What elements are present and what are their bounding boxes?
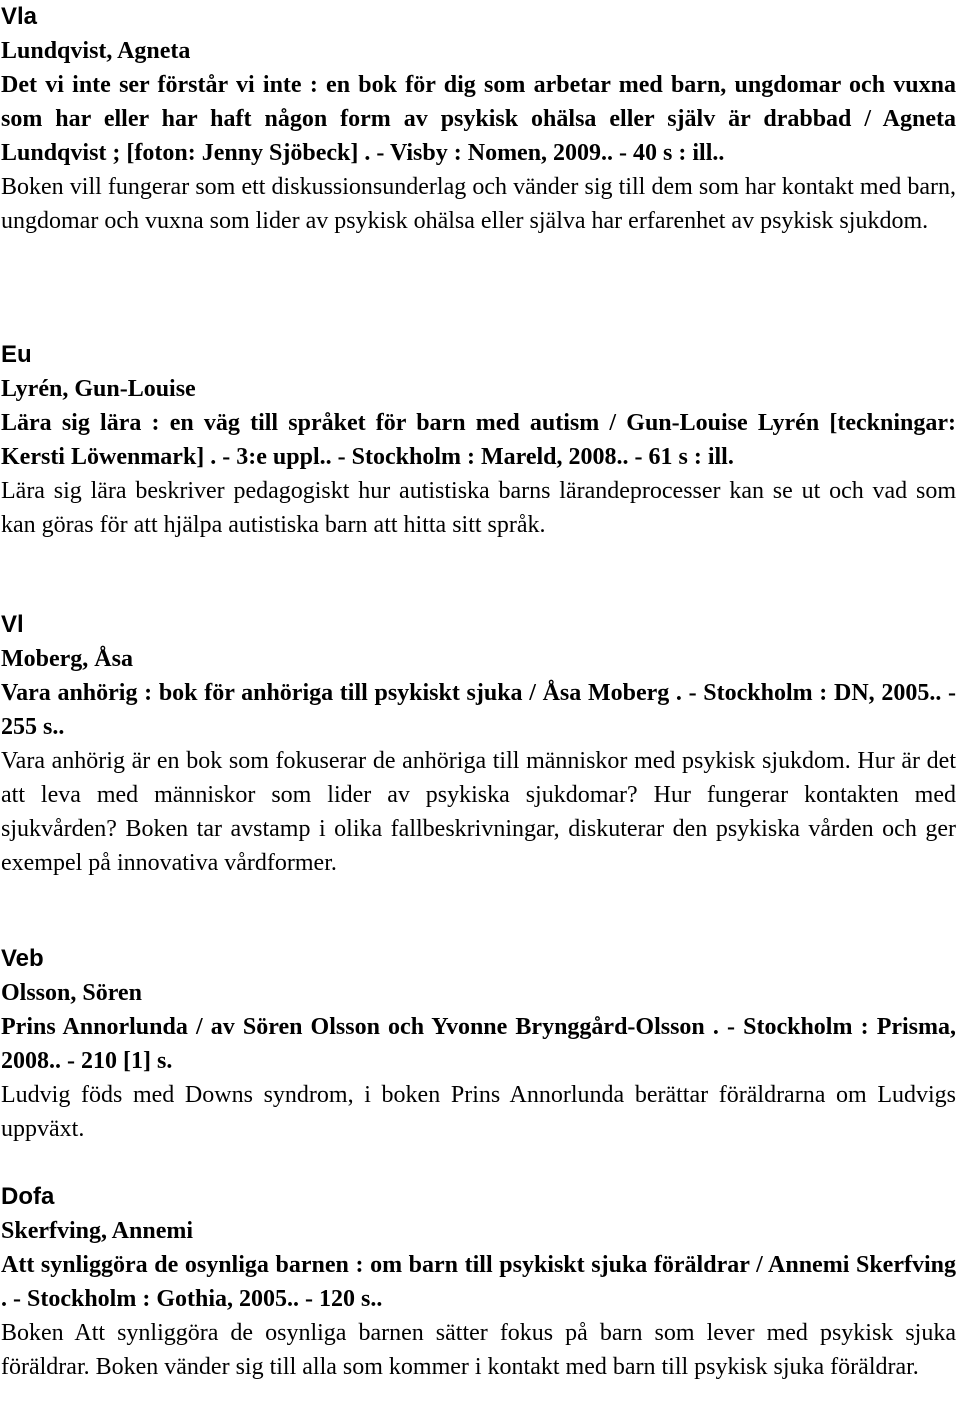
book-title: Prins Annorlunda / av Sören Olsson och Yvonne Brynggård-Olsson . - Stockholm : Prisma, 2008.. - 210 [1] s. [1, 1014, 956, 1074]
classification-code: Vl [1, 611, 24, 638]
author-name: Skerfving, Annemi [1, 1218, 194, 1244]
classification-code: Vla [1, 3, 38, 30]
catalog-entry [1, 942, 956, 1146]
book-description: Vara anhörig är en bok som fokuserar de anhöriga till människor med psykisk sjukdom. Hur är det att leva med människor som lider av psykiska sjukdomar? Hur fungerar kontakten med sjukvården? Boken tar avstamp i olika fallbeskrivningar, diskuterar den psykiska vården och ger exempel på innovativa vårdformer. [1, 748, 956, 876]
author-name: Lundqvist, Agneta [1, 38, 191, 64]
book-description: Lära sig lära beskriver pedagogiskt hur autistiska barns lärandeprocesser kan se ut och vad som kan göras för att hjälpa autistiska barn att hitta sitt språk. [1, 478, 956, 538]
classification-code: Eu [1, 341, 32, 368]
book-title: Vara anhörig : bok för anhöriga till psykiskt sjuka / Åsa Moberg . - Stockholm : DN, 2005.. - 255 s.. [1, 680, 956, 740]
author-name: Lyrén, Gun-Louise [1, 376, 196, 402]
classification-code: Veb [1, 945, 44, 972]
book-title: Det vi inte ser förstår vi inte : en bok för dig som arbetar med barn, ungdomar och vuxna som har eller har haft någon form av psykisk ohälsa eller själv är drabbad / Agneta Lundqvist ; [foton: Jenny Sjöbeck] . - Visby : Nomen, 2009.. - 40 s : ill.. [1, 72, 956, 166]
book-description: Ludvig föds med Downs syndrom, i boken Prins Annorlunda berättar föräldrarna om Ludvigs uppväxt. [1, 1082, 956, 1142]
book-description: Boken Att synliggöra de osynliga barnen sätter fokus på barn som lever med psykisk sjuka föräldrar. Boken vänder sig till alla som kommer i kontakt med barn till psykisk sjuka föräldrar. [1, 1320, 956, 1380]
catalog-entry [1, 608, 956, 880]
classification-code: Dofa [1, 1183, 55, 1210]
author-name: Olsson, Sören [1, 980, 142, 1006]
book-description: Boken vill fungerar som ett diskussionsunderlag och vänder sig till dem som har kontakt med barn, ungdomar och vuxna som lider av psykisk ohälsa eller själva har erfarenhet av psykisk sjukdom. [1, 174, 956, 234]
author-name: Moberg, Åsa [1, 646, 133, 672]
book-title: Lära sig lära : en väg till språket för barn med autism / Gun-Louise Lyrén [teckningar: Kersti Löwenmark] . - 3:e uppl.. - Stockholm : Mareld, 2008.. - 61 s : ill. [1, 410, 956, 470]
catalog-entry [1, 1180, 956, 1384]
catalog-entry [1, 0, 956, 238]
book-title: Att synliggöra de osynliga barnen : om barn till psykiskt sjuka föräldrar / Annemi Skerfving . - Stockholm : Gothia, 2005.. - 120 s.. [1, 1252, 956, 1312]
catalog-entry [1, 338, 956, 542]
